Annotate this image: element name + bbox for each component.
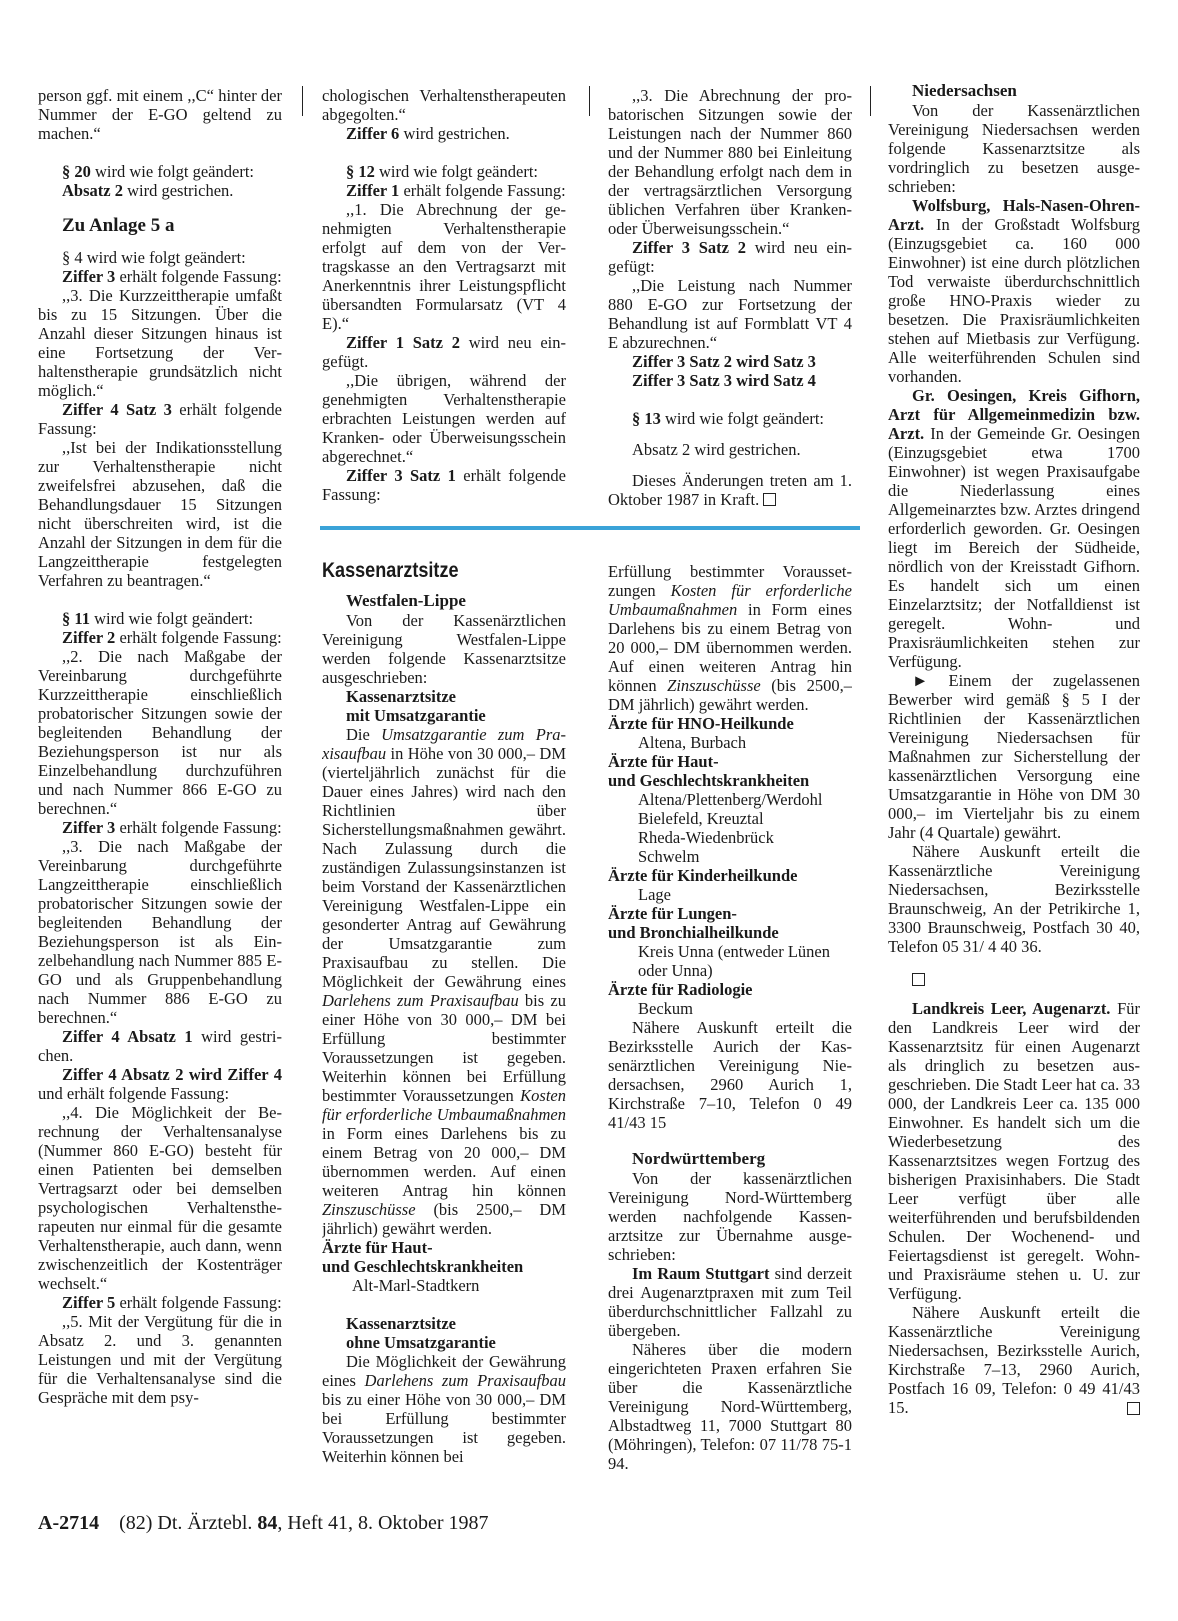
page-number: A-2714 bbox=[38, 1512, 100, 1534]
paragraph: Von der Kassenärztlichen Vereinigung Niedersachsen werden folgende Kassenarztsitze als vordringlich zu besetzen ausgeschrieben: bbox=[888, 101, 1140, 196]
region-heading: Nordwürttemberg bbox=[632, 1149, 766, 1168]
paragraph: Ziffer 3 erhält folgende Fassung: bbox=[62, 818, 282, 837]
paragraph: Die Umsatzgarantie zum Praxisaufbau in Höhe von 30 000,– DM (vierteljährlich zunächst für die Dauer eines Jahres) wird nach den Richtlinien über Sicherstellungsmaßnahmen gewährt. Nach Zulassung durch die zuständigen Zulassungsinstanzen ist beim Vorstand der Kassenärztlichen Vereinigung Westfalen-Lippe ein gesonderter Antrag auf Gewährung der Umsatzgarantie zum Praxisaufbau zu stellen. Die Möglichkeit der Gewährung eines Darlehens zum Praxisaufbau bis zu einer Höhe von 30 000,– DM bei Erfüllung bestimmter Voraussetzungen ist gegeben. Weiterhin können bei Erfüllung bestimmter Voraussetzungen Kosten für erforderliche Umbaumaßnahmen in Form eines Darlehens bis zu einem Betrag von 20 000,– DM übernommen werden. Auf einen weiteren Antrag hin können Zinszuschüsse (bis 2500,– DM jährlich) gewährt werden. bbox=[322, 725, 566, 1238]
paragraph: § 4 wird wie folgt geändert: bbox=[62, 248, 246, 267]
paragraph: chologischen Verhaltenstherapeuten abgegolten.“ bbox=[322, 86, 566, 124]
paragraph: Näheres über die modern eingerichteten Praxen erfahren Sie über die Kassenärztliche Vereinigung Nord-Württemberg, Albstadtweg 11, 7000 Stuttgart 80 (Möhringen), Telefon: 07 11/78 75-1 94. bbox=[608, 1340, 852, 1473]
region-heading: Westfalen-Lippe bbox=[346, 591, 466, 610]
paragraph: Nähere Auskunft erteilt die Kassenärztliche Vereinigung Niedersachsen, Bezirksstelle Aurich, Kirchstraße 7–13, 2960 Aurich, Postfach 16 09, Telefon: 0 49 41/43 15. bbox=[888, 1303, 1140, 1417]
paragraph: person ggf. mit einem ,,C“ hinter der Nummer der E-GO geltend zu machen.“ bbox=[38, 86, 282, 143]
end-square-icon bbox=[1127, 1402, 1140, 1415]
page-footer bbox=[38, 1512, 488, 1535]
paragraph: Wolfsburg, Hals-Nasen-Ohren-Arzt. In der Großstadt Wolfsburg (Einzugsgebiet ca. 160 000 Einwohner) ist eine durch plötzlichen Tod verwaiste überdurchschnittlich große HNO-Praxis wieder zu besetzen. Die Praxisräumlichkeiten stehen auf Mietbasis zur Verfügung. Alle weiterführenden Schulen sind vorhanden. bbox=[888, 196, 1140, 386]
region-heading: Niedersachsen bbox=[912, 81, 1017, 100]
paragraph: ,,3. Die nach Maßgabe der Vereinbarung durchgeführte Langzeittherapie einschließlich probatorischer Sitzungen sowie der begleitenden Behandlung der Beziehungsperson ist als Einzelbehandlung nach Nummer 885 E-GO und als Gruppenbehandlung nach Nummer 886 E-GO zu berechnen.“ bbox=[38, 837, 282, 1027]
column-2-top bbox=[322, 86, 566, 516]
paragraph: Nähere Auskunft erteilt die Kassenärztliche Vereinigung Niedersachsen, Bezirksstelle Braunschweig, An der Petrikirche 1, 3300 Braunschweig, Postfach 30 40, Telefon 05 31/ 4 40 36. bbox=[888, 842, 1140, 956]
location-item: Rheda-Wiedenbrück bbox=[638, 828, 774, 847]
paragraph: Im Raum Stuttgart sind derzeit drei Augenarztpraxen mit zum Teil überdurchschnittlicher Fallzahl zu übergeben. bbox=[608, 1264, 852, 1340]
column-divider bbox=[302, 86, 303, 116]
location-item: Kreis Unna (entweder Lünen oder Unna) bbox=[638, 942, 830, 980]
category-label: Ärzte für HNO-Heilkunde bbox=[608, 714, 794, 733]
location-item: Beckum bbox=[638, 999, 693, 1018]
column-3-bottom bbox=[608, 562, 852, 1491]
paragraph: Ziffer 1 Satz 2 wird neu eingefügt. bbox=[322, 333, 566, 371]
paragraph: Dieses Änderungen treten am 1. Oktober 1987 in Kraft. bbox=[608, 471, 852, 509]
subheading: Kassenarztsitze bbox=[346, 1314, 456, 1333]
paragraph: Erfüllung bestimmter Voraussetzungen Kosten für erforderliche Umbaumaßnahmen in Form eines Darlehens bis zu einem Betrag von 20 000,– DM übernommen werden. Auf einen weiteren Antrag hin können Zinszuschüsse (bis 2500,– DM jährlich) gewährt werden. bbox=[608, 562, 852, 714]
category-label: Ärzte für Haut- bbox=[608, 752, 719, 771]
category-label: und Geschlechtskrankheiten bbox=[608, 771, 810, 790]
paragraph: ,,2. Die nach Maßgabe der Vereinbarung durchgeführte Kurzzeittherapie einschließlich probatorischer Sitzungen sowie der begleitenden Behandlung der Beziehungsperson ist nur als Einzelbehandlung durchzuführen und nach Nummer 866 E-GO zu berechnen.“ bbox=[38, 647, 282, 818]
column-4 bbox=[888, 80, 1140, 1491]
paragraph: Von der Kassenärztlichen Vereinigung Westfalen-Lippe werden folgende Kassenarztsitze ausgeschrieben: bbox=[322, 611, 566, 687]
section-title: Kassenarztsitze bbox=[322, 559, 459, 582]
paragraph: Gr. Oesingen, Kreis Gifhorn, Arzt für Allgemeinmedizin bzw. Arzt. In der Gemeinde Gr. Oesingen (Einzugsgebiet etwa 1700 Einwohner) ist wegen Praxisaufgabe die Niederlassung eines Allgemeinarztes bzw. Arztes dringend erforderlich geworden. Gr. Oesingen liegt im Bereich der Südheide, nördlich von der Kreisstadt Gifhorn. Es handelt sich um einen Einzelarztsitz; der Notfalldienst ist geregelt. Wohn- und Praxisräumlichkeiten stehen zur Verfügung. bbox=[888, 386, 1140, 671]
column-3-top bbox=[608, 86, 852, 516]
paragraph: Ziffer 1 erhält folgende Fassung: bbox=[346, 181, 566, 200]
paragraph: § 11 wird wie folgt geändert: bbox=[62, 609, 254, 628]
paragraph: § 20 wird wie folgt geändert: bbox=[62, 162, 254, 181]
category-label: Ärzte für Radiologie bbox=[608, 980, 753, 999]
paragraph: Ziffer 3 Satz 3 wird Satz 4 bbox=[632, 371, 816, 390]
category-label: Ärzte für Lungen- bbox=[608, 904, 737, 923]
category-label: Ärzte für Haut- bbox=[322, 1238, 433, 1257]
paragraph: Ziffer 3 Satz 2 wird Satz 3 bbox=[632, 352, 816, 371]
paragraph: ,,3. Die Kurzzeittherapie umfaßt bis zu 15 Sitzungen. Über die Anzahl dieser Sitzungen hinaus ist eine Fortsetzung der Verhaltenstherapie grundsätzlich nicht möglich.“ bbox=[38, 286, 282, 400]
arrow-icon: ► bbox=[912, 671, 929, 690]
volume-number: 84 bbox=[257, 1512, 278, 1534]
category-label: und Geschlechtskrankheiten bbox=[322, 1257, 524, 1276]
column-divider bbox=[870, 86, 871, 116]
end-square-icon bbox=[763, 493, 776, 506]
paragraph: ,,Die übrigen, während der genehmigten Verhaltenstherapie erbrachten Leistungen werden auf Kranken- oder Überweisungsschein abgerechnet.“ bbox=[322, 371, 566, 466]
location-item: Lage bbox=[638, 885, 671, 904]
paragraph: Ziffer 4 Satz 3 erhält folgende Fassung: bbox=[38, 400, 282, 438]
paragraph: ,,3. Die Abrechnung der probatorischen Sitzungen sowie der Leistungen nach der Nummer 860 und der Nummer 880 bei Einleitung der Behandlung erfolgt nach dem in der vertragsärztlichen Versorgung üblichen Verfahren über Kranken- oder Überweisungsschein.“ bbox=[608, 86, 852, 238]
section-heading: Zu Anlage 5 a bbox=[62, 215, 175, 236]
issue-info: , Heft 41, 8. Oktober 1987 bbox=[277, 1512, 489, 1534]
paragraph: Ziffer 4 Absatz 2 wird Ziffer 4 und erhält folgende Fassung: bbox=[38, 1065, 282, 1103]
category-label: Ärzte für Kinderheilkunde bbox=[608, 866, 798, 885]
subheading: Kassenarztsitze bbox=[346, 687, 456, 706]
end-marker bbox=[888, 970, 1140, 989]
location-item: Schwelm bbox=[638, 847, 700, 866]
paragraph: Ziffer 5 erhält folgende Fassung: bbox=[62, 1293, 282, 1312]
paragraph: Absatz 2 wird gestrichen. bbox=[632, 440, 801, 459]
category-label: und Bronchialheilkunde bbox=[608, 923, 779, 942]
paragraph: Von der kassenärztlichen Vereinigung Nord-Württemberg werden nachfolgende Kassenarztsitze zur Übernahme ausgeschrieben: bbox=[608, 1169, 852, 1264]
location-item: Altena, Burbach bbox=[638, 733, 747, 752]
paragraph: Ziffer 2 erhält folgende Fassung: bbox=[62, 628, 282, 647]
paragraph: Absatz 2 wird gestrichen. bbox=[62, 181, 234, 200]
column-divider bbox=[589, 86, 590, 116]
location-item: Bielefeld, Kreuztal bbox=[638, 809, 764, 828]
subheading: mit Umsatzgarantie bbox=[346, 706, 486, 725]
paragraph: Ziffer 3 erhält folgende Fassung: bbox=[62, 267, 282, 286]
paragraph: ,,1. Die Abrechnung der genehmigten Verhaltenstherapie erfolgt auf dem von der Vertragskasse an den Vertragsarzt mit Anerkenntnis ihrer Leistungspflicht übersandten Formularsatz (VT 4 E).“ bbox=[322, 200, 566, 333]
location-item: Altena/Plettenberg/Werdohl bbox=[638, 790, 823, 809]
section-rule bbox=[320, 526, 860, 530]
column-1 bbox=[38, 86, 282, 1491]
paragraph: ,,4. Die Möglichkeit der Berechnung der Verhaltensanalyse (Nummer 860 E-GO) besteht für einen Patienten bei demselben Vertragsarzt oder bei demselben psychologischen Verhaltenstherapeuten nur einmal für die gesamte Verhaltenstherapie, auch dann, wenn zwischenzeitlich der Kostenträger wechselt.“ bbox=[38, 1103, 282, 1293]
location-item: Alt-Marl-Stadtkern bbox=[352, 1276, 480, 1295]
paragraph: Ziffer 6 wird gestrichen. bbox=[346, 124, 510, 143]
paragraph: Die Möglichkeit der Gewährung eines Darlehens zum Praxisaufbau bis zu einer Höhe von 30 000,– DM bei Erfüllung bestimmter Voraussetzungen ist gegeben. Weiterhin können bei bbox=[322, 1352, 566, 1466]
paragraph: § 12 wird wie folgt geändert: bbox=[346, 162, 538, 181]
paragraph: § 13 wird wie folgt geändert: bbox=[632, 409, 824, 428]
paragraph: Ziffer 3 Satz 2 wird neu eingefügt: bbox=[608, 238, 852, 276]
paragraph: ,,Ist bei der Indikationsstellung zur Verhaltenstherapie nicht zweifelsfrei abzusehen, daß die Behandlungsdauer 15 Sitzungen nicht überschreiten wird, ist die Anzahl der Sitzungen in dem für die Langzeittherapie festgelegten Verfahren zu beantragen.“ bbox=[38, 438, 282, 590]
paragraph: ► Einem der zugelassenen Bewerber wird gemäß § 5 I der Richtlinien der Kassenärztlichen Vereinigung Niedersachsen für Maßnahmen zur Sicherstellung der kassenärztlichen Versorgung eine Umsatzgarantie in Höhe von DM 30 000,– im Vierteljahr bis zu einem Jahr (4 Quartale) gewährt. bbox=[888, 671, 1140, 842]
paragraph: Nähere Auskunft erteilt die Bezirksstelle Aurich der Kassenärztlichen Vereinigung Niedersachsen, 2960 Aurich 1, Kirchstraße 7–10, Telefon 0 49 41/43 15 bbox=[608, 1018, 852, 1132]
paragraph: ,,5. Mit der Vergütung für die in Absatz 2. und 3. genannten Leistungen und mit der Vergütung für die Verhaltensanalyse sind die Gespräche mit dem psy- bbox=[38, 1312, 282, 1407]
paragraph: Landkreis Leer, Augenarzt. Für den Landkreis Leer wird der Kassenarztsitz für einen Augenarzt als dringlich zu besetzen ausgeschrieben. Die Stadt Leer hat ca. 33 000, der Landkreis Leer ca. 135 000 Einwohner. Es handelt sich um die Wiederbesetzung des Kassenarztsitzes wegen Fortzug des bisherigen Praxisinhabers. Die Stadt Leer verfügt über alle weiterführenden und berufsbildenden Schulen. Der Wochenend- und Feiertagsdienst ist geregelt. Wohn- und Praxisräume stehen u. U. zur Verfügung. bbox=[888, 999, 1140, 1303]
paragraph: Ziffer 4 Absatz 1 wird gestrichen. bbox=[38, 1027, 282, 1065]
paragraph: ,,Die Leistung nach Nummer 880 E-GO zur Fortsetzung der Behandlung ist auf Formblatt VT 4 E abzurechnen.“ bbox=[608, 276, 852, 352]
subheading: ohne Umsatzgarantie bbox=[346, 1333, 496, 1352]
journal-name: (82) Dt. Ärztebl. bbox=[119, 1512, 253, 1534]
column-2-bottom bbox=[322, 558, 566, 1491]
end-square-icon bbox=[912, 973, 925, 986]
paragraph: Ziffer 3 Satz 1 erhält folgende Fassung: bbox=[322, 466, 566, 504]
